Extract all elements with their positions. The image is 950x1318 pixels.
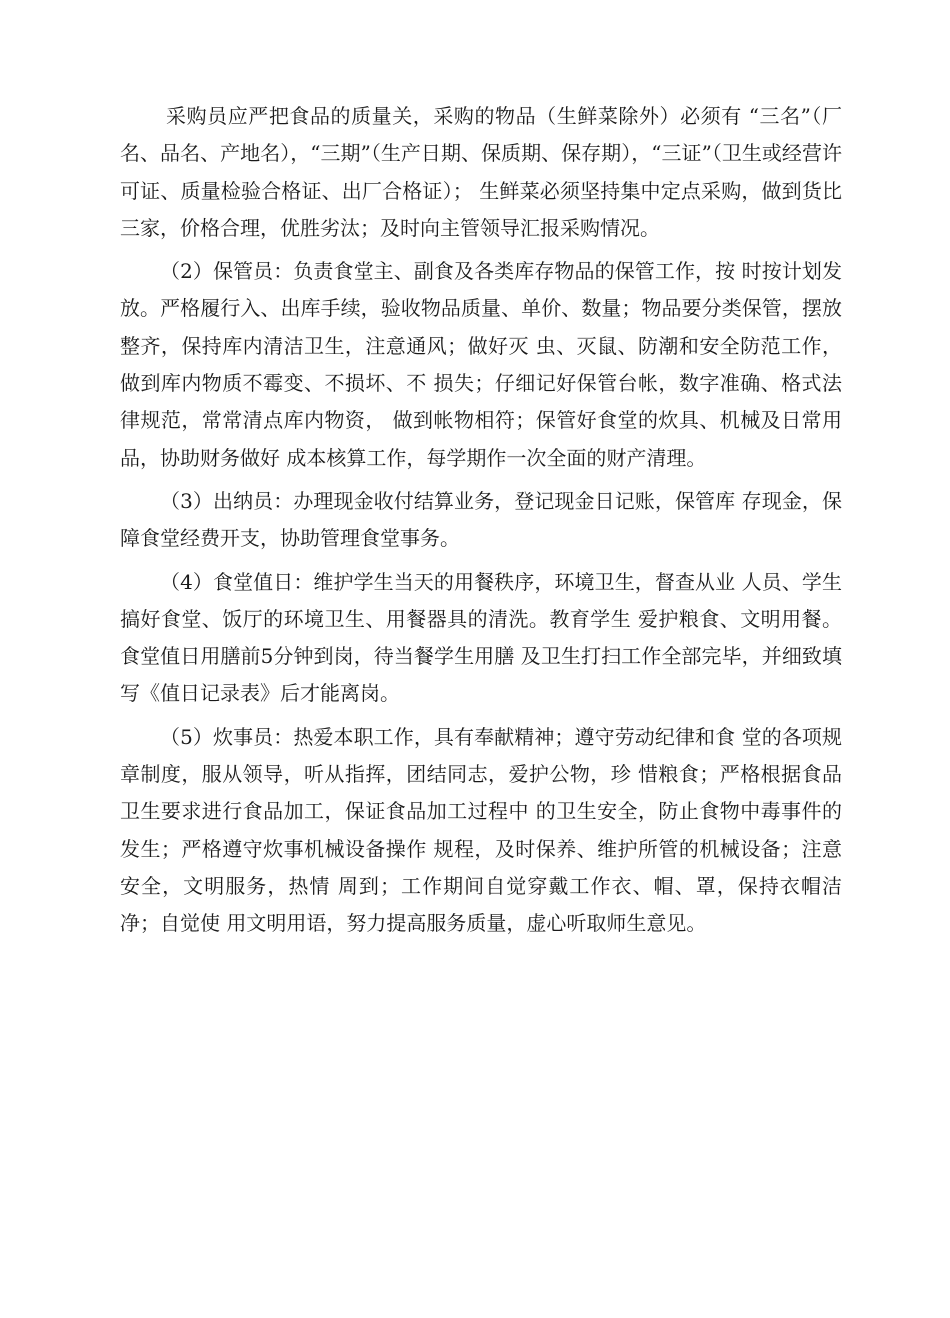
- paragraph-canteen-duty: （4）食堂值日：维护学生当天的用餐秩序，环境卫生，督查从业 人员、学生搞好食堂、饭厅的环境卫生、用餐器具的清洗。教育学生 爱护粮食、文明用餐。食堂值日用膳前5分钟到岗，待当餐学生用膳 及卫生打扫工作全部完毕，并细致填写《值日记录表》后才能离岗。: [120, 569, 842, 706]
- document-body: [120, 98, 842, 943]
- paragraph-purchaser: 采购员应严把食品的质量关，采购的物品（生鲜菜除外）必须有 “三名”（厂名、品名、产地名），“三期”（生产日期、保质期、保存期），“三证”（卫生或经营许可证、质量检验合格证、出厂合格证）； 生鲜菜必须坚持集中定点采购，做到货比三家，价格合理，优胜劣汰；及时向主管领导汇报采购情况。: [120, 104, 842, 240]
- paragraph-storekeeper: （2）保管员：负责食堂主、副食及各类库存物品的保管工作，按 时按计划发放。严格履行入、出库手续，验收物品质量、单价、数量；物品要分类保管，摆放整齐，保持库内清洁卫生，注意通风；做好灭 虫、灭鼠、防潮和安全防范工作，做到库内物质不霉变、不损坏、不 损失；仔细记好保管台帐，数字准确、格式法律规范，常常清点库内物资， 做到帐物相符；保管好食堂的炊具、机械及日常用品，协助财务做好 成本核算工作，每学期作一次全面的财产清理。: [120, 259, 842, 470]
- paragraph-cashier: （3）出纳员：办理现金收付结算业务，登记现金日记账，保管库 存现金，保障食堂经费开支，协助管理食堂事务。: [120, 488, 842, 551]
- paragraph-cook: （5）炊事员：热爱本职工作，具有奉献精神；遵守劳动纪律和食 堂的各项规章制度，服从领导，听从指挥，团结同志，爱护公物，珍 惜粮食；严格根据食品卫生要求进行食品加工，保证食品加工过程中 的卫生安全，防止食物中毒事件的发生；严格遵守炊事机械设备操作 规程，及时保养、维护所管的机械设备；注意安全，文明服务，热情 周到；工作期间自觉穿戴工作衣、帽、罩，保持衣帽洁净；自觉使 用文明用语，努力提高服务质量，虚心听取师生意见。: [120, 724, 842, 936]
